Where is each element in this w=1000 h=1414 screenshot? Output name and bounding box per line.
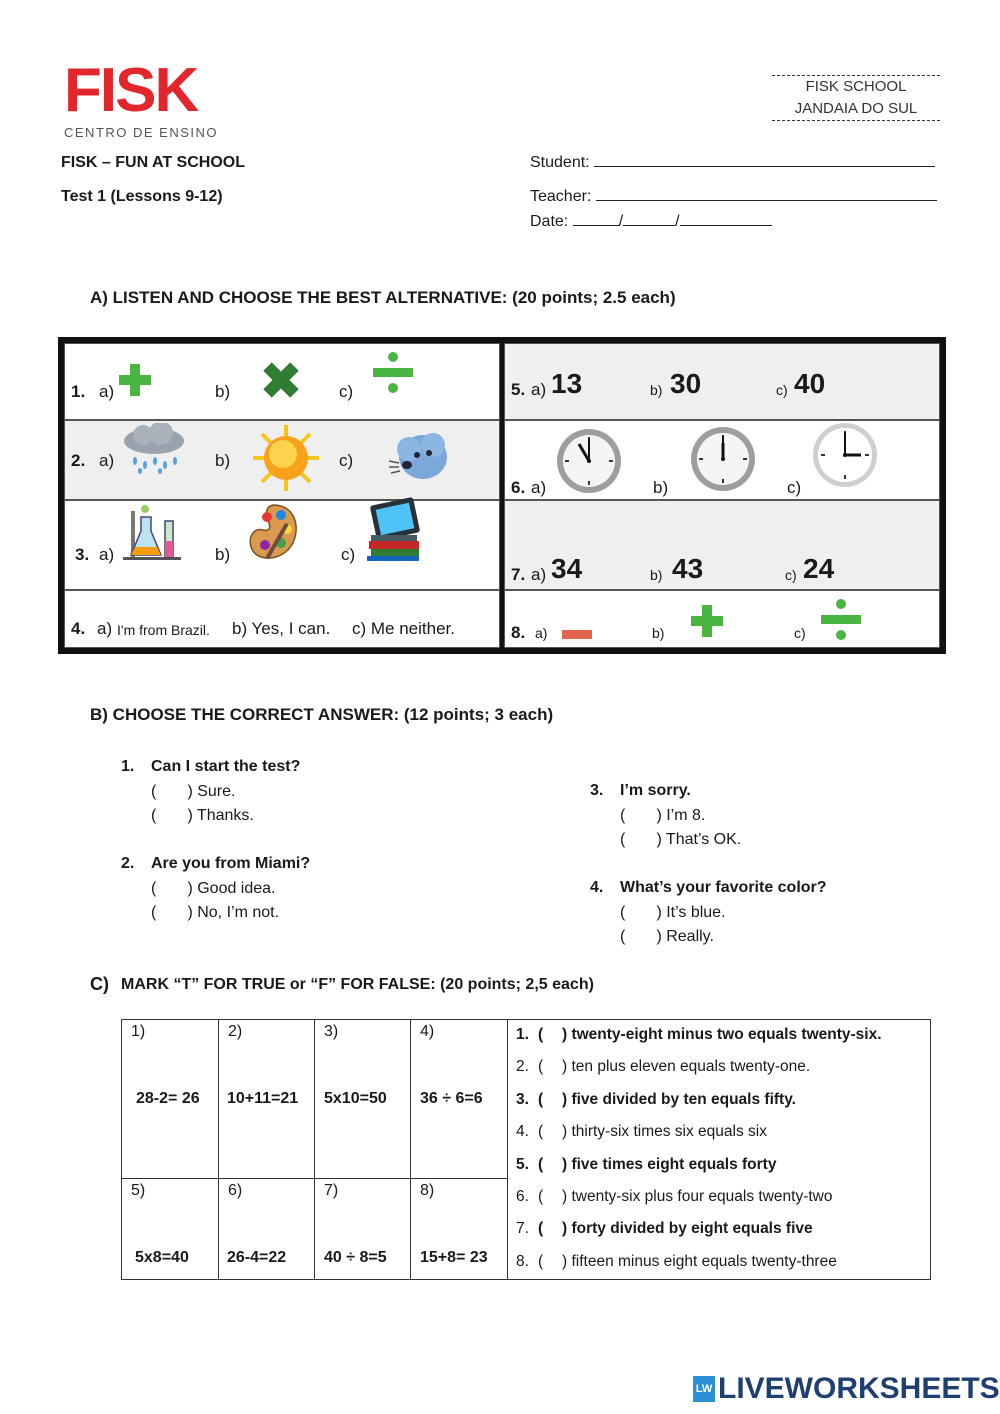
rain-cloud-icon[interactable] [121,423,187,475]
item-7-option-a-label[interactable]: a) [531,565,547,584]
stamp-bottom-line [772,120,940,121]
expr-label-5: 5) [131,1181,146,1199]
expr-value-1: 28-2= 26 [136,1090,200,1107]
statement-6-number: 6. [516,1187,529,1205]
question-4-number: 4. [590,879,604,896]
statement-3-paren[interactable]: ( [538,1090,544,1108]
statement-3-text: ) five divided by ten equals fifty. [562,1090,796,1108]
item-7-option-c-value[interactable]: 24 [803,553,835,584]
paint-palette-icon[interactable] [245,501,301,565]
item-5-option-c-value[interactable]: 40 [794,368,826,399]
statement-6-paren[interactable]: ( [538,1187,544,1205]
statement-5-number: 5. [516,1155,529,1173]
expr-value-3: 5x10=50 [324,1090,387,1107]
logo-subtitle: CENTRO DE ENSINO [64,125,219,140]
question-3-text: I’m sorry. [620,782,691,799]
statement-3[interactable] [508,1085,930,1117]
item-5-option-b-value[interactable]: 30 [670,368,702,399]
plus-icon[interactable] [117,362,153,398]
item-7-number: 7. [511,565,526,584]
divide-icon[interactable] [371,350,415,396]
computer-book-icon[interactable] [363,497,427,563]
date-sep-1: / [618,213,624,230]
item-6-option-c[interactable]: c) [787,478,802,497]
minus-icon[interactable] [561,629,593,641]
statement-7-text: ) forty divided by eight equals five [562,1220,813,1238]
question-1-number: 1. [121,758,135,775]
item-2-number: 2. [71,451,86,470]
statement-5-paren[interactable]: ( [538,1155,544,1173]
statement-3-number: 3. [516,1090,529,1108]
expr-value-6: 26-4=22 [227,1248,287,1266]
clock-11-icon[interactable] [555,427,623,495]
divide-icon[interactable] [819,597,863,643]
item-8-option-b[interactable]: b) [652,625,665,641]
item-4-option-a-text[interactable]: I'm from Brazil. [117,622,210,638]
item-2-option-c[interactable]: c) [339,451,354,470]
statement-7-paren[interactable]: ( [538,1220,544,1238]
item-4-option-b[interactable]: b) Yes, I can. [232,619,331,638]
statement-4-number: 4. [516,1123,529,1141]
item-4-cell [64,590,500,648]
expr-value-8: 15+8= 23 [420,1248,488,1266]
stamp-line-1: FISK SCHOOL [805,78,907,95]
item-5-cell [504,343,940,420]
item-2-option-b[interactable]: b) [215,451,231,470]
clock-3-icon[interactable] [811,421,879,489]
statement-5[interactable] [508,1150,930,1182]
date-sep-2: / [675,213,680,230]
question-4-answer-1[interactable]: ( ) It’s blue. [620,903,726,921]
watermark-text: LIVEWORKSHEETS [718,1372,1000,1405]
true-false-table [121,1019,931,1280]
expr-label-4: 4) [420,1023,435,1040]
expr-cell-7 [315,1178,411,1279]
expr-cell-5 [122,1178,219,1279]
expr-label-7: 7) [324,1181,339,1199]
statement-2-number: 2. [516,1058,529,1076]
expr-label-3: 3) [324,1023,339,1040]
expr-value-7: 40 ÷ 8=5 [324,1248,387,1266]
question-1-answer-2[interactable]: ( ) Thanks. [151,807,254,824]
clock-12-icon[interactable] [689,425,757,493]
item-8-option-a[interactable]: a) [535,625,548,641]
expr-label-8: 8) [420,1181,435,1199]
item-8-option-c[interactable]: c) [794,625,806,641]
statement-8[interactable] [508,1247,930,1279]
wind-cloud-icon[interactable] [387,427,451,489]
stamp-line-2: JANDAIA DO SUL [794,100,918,117]
question-4 [590,876,930,950]
item-6-number: 6. [511,478,526,497]
sun-icon[interactable] [251,423,321,493]
student-line[interactable] [594,153,935,167]
item-5-option-a-label[interactable]: a) [531,380,547,399]
item-4-number: 4. [71,619,86,638]
expr-cell-4 [411,1020,508,1179]
item-1-option-a[interactable]: a) [99,382,115,401]
item-1-option-c[interactable]: c) [339,382,354,401]
date-month-line[interactable] [623,212,675,226]
expr-label-1: 1) [131,1023,146,1040]
statement-6[interactable] [508,1182,930,1214]
item-6-option-a[interactable]: a) [531,478,547,497]
fisk-logo [64,56,224,140]
question-1-text: Can I start the test? [151,758,301,775]
item-4-option-c[interactable]: c) Me neither. [352,619,455,638]
school-stamp [770,75,942,121]
question-4-text: What’s your favorite color? [620,879,827,896]
expr-value-2: 10+11=21 [227,1090,299,1107]
statement-4-text: ) thirty-six times six equals six [562,1123,767,1141]
item-5-option-c-label[interactable]: c) [776,382,788,398]
question-3-number: 3. [590,782,604,799]
student-field[interactable] [530,153,940,172]
item-7-option-b-label[interactable]: b) [650,567,663,583]
student-label: Student: [530,154,590,171]
statement-4-paren[interactable]: ( [538,1123,544,1141]
item-6-option-b[interactable]: b) [653,478,669,497]
item-2-cell [64,420,500,500]
statement-5-text: ) five times eight equals forty [562,1155,777,1173]
statement-2-paren[interactable]: ( [538,1058,544,1076]
liveworksheets-logo-icon: LW [693,1376,715,1402]
expr-label-2: 2) [228,1023,243,1040]
times-icon[interactable] [261,360,301,400]
item-3-number: 3. [75,545,90,564]
expr-cell-1 [122,1020,219,1179]
expr-cell-3 [315,1020,411,1179]
expr-cell-8 [411,1178,508,1279]
item-1-number: 1. [71,382,86,401]
question-2-number: 2. [121,855,135,872]
date-field[interactable] [530,212,790,231]
statement-1-paren[interactable]: ( [538,1026,544,1043]
expr-value-5: 5x8=40 [135,1248,189,1266]
item-3-option-a[interactable]: a) [99,545,115,564]
item-8-cell [504,590,940,648]
item-6-cell [504,420,940,500]
question-2-answer-1[interactable]: ( ) Good idea. [151,879,276,897]
statement-4[interactable] [508,1117,930,1149]
question-2-answer-2[interactable]: ( ) No, I’m not. [151,904,280,921]
teacher-line[interactable] [596,187,937,201]
date-day-line[interactable] [573,212,619,226]
question-1 [121,755,441,829]
item-7-option-c-label[interactable]: c) [785,567,797,583]
expr-cell-2 [219,1020,315,1179]
statement-8-paren[interactable]: ( [538,1252,544,1270]
item-3-cell [64,500,500,590]
section-b-title: B) CHOOSE THE CORRECT ANSWER: (12 points; 3 each) [90,705,554,724]
question-1-answer-1[interactable]: ( ) Sure. [151,782,236,800]
statement-7-number: 7. [516,1220,529,1238]
item-4-option-a-label[interactable]: a) [97,619,113,638]
science-lab-icon[interactable] [119,501,185,563]
item-7-cell [504,500,940,590]
section-a-title: A) LISTEN AND CHOOSE THE BEST ALTERNATIVE: (20 points; 2.5 each) [90,288,676,307]
statement-6-text: ) twenty-six plus four equals twenty-two [562,1187,833,1205]
statement-1[interactable] [508,1020,930,1052]
item-3-option-b[interactable]: b) [215,545,231,564]
item-7-option-a-value[interactable]: 34 [551,553,583,584]
statement-7[interactable] [508,1214,930,1246]
statement-2-text: ) ten plus eleven equals twenty-one. [562,1058,811,1076]
statement-8-number: 8. [516,1252,529,1270]
section-c-letter: C) [90,974,109,994]
section-a-grid [58,337,946,654]
statements-cell [508,1020,931,1280]
item-8-number: 8. [511,623,526,642]
item-5-option-a-value[interactable]: 13 [551,368,583,399]
logo-text: FISK [64,56,198,125]
question-3 [590,779,930,853]
statement-8-text: ) fifteen minus eight equals twenty-three [562,1252,837,1270]
statement-1-text: ) twenty-eight minus two equals twenty-six. [562,1026,882,1043]
question-4-answer-2[interactable]: ( ) Really. [620,928,714,945]
item-1-option-b[interactable]: b) [215,382,231,401]
expr-value-4: 36 ÷ 6=6 [420,1090,483,1107]
teacher-field[interactable] [530,187,940,206]
item-5-option-b-label[interactable]: b) [650,382,663,398]
item-7-option-b-value[interactable]: 43 [672,553,704,584]
question-3-answer-2[interactable]: ( ) That’s OK. [620,831,742,848]
plus-icon[interactable] [689,603,725,639]
statement-1-number: 1. [516,1026,529,1043]
question-3-answer-1[interactable]: ( ) I’m 8. [620,806,706,824]
item-1-cell [64,343,500,420]
course-title: FISK – FUN AT SCHOOL [61,154,245,171]
test-title: Test 1 (Lessons 9-12) [61,188,223,205]
expr-label-6: 6) [228,1181,243,1199]
section-c-title: MARK “T” FOR TRUE or “F” FOR FALSE: (20 points; 2,5 each) [121,976,594,993]
item-5-number: 5. [511,380,526,399]
item-2-option-a[interactable]: a) [99,451,115,470]
item-3-option-c[interactable]: c) [341,545,356,564]
question-2-text: Are you from Miami? [151,855,311,872]
liveworksheets-watermark [693,1372,1000,1406]
date-year-line[interactable] [680,212,772,226]
statement-2[interactable] [508,1052,930,1084]
question-2 [121,852,441,926]
teacher-label: Teacher: [530,188,592,205]
expr-cell-6 [219,1178,315,1279]
date-label: Date: [530,213,569,230]
